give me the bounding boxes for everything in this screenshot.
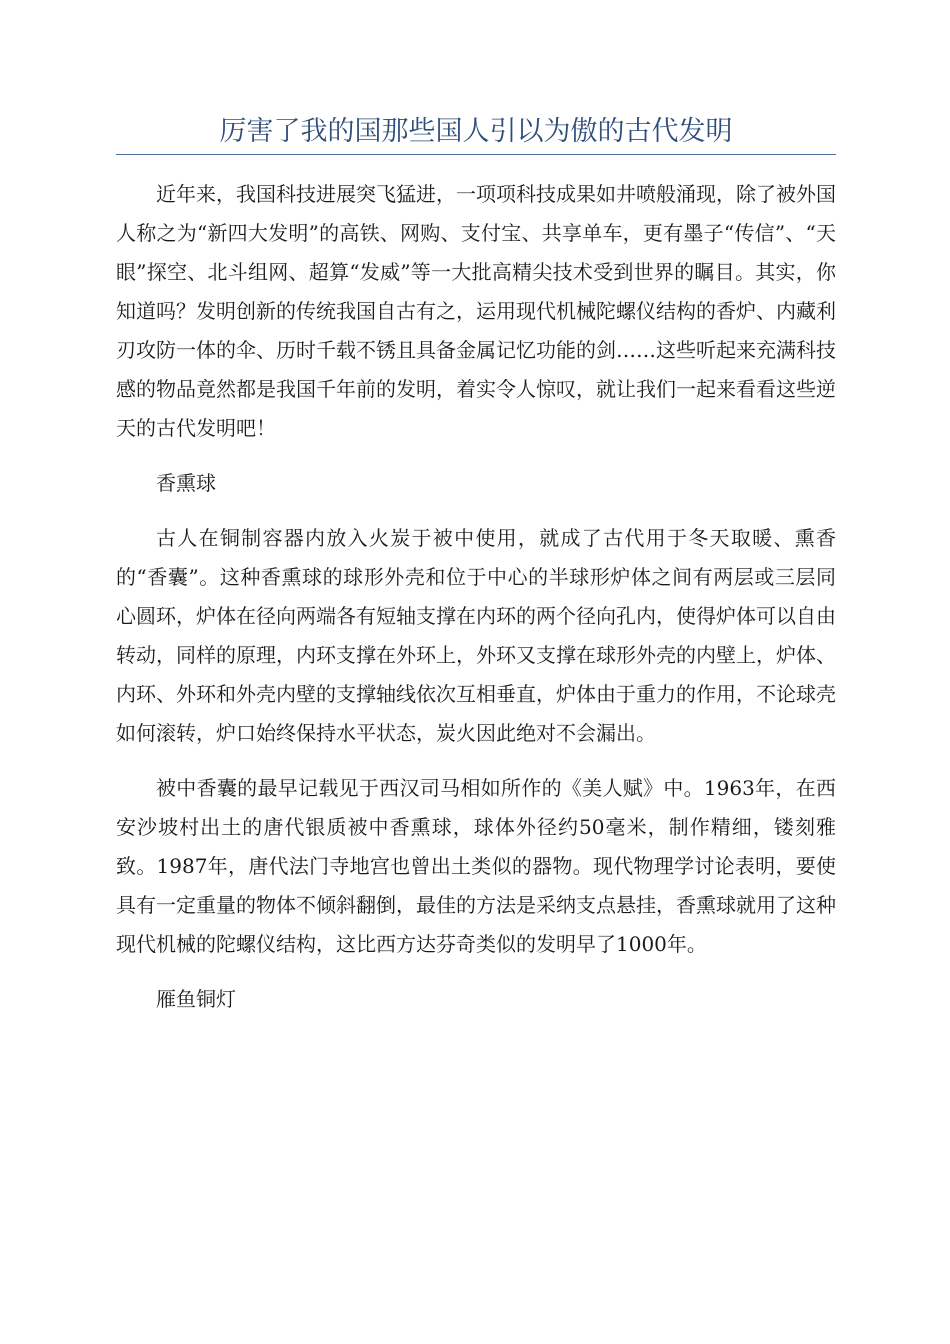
intro-paragraph: 近年来，我国科技进展突飞猛进，一项项科技成果如井喷般涌现，除了被外国人称之为“新四大发明”的高铁、网购、支付宝、共享单车，更有墨子“传信”、“天眼”探空、北斗组网、超算“发威”等一大批高精尖技术受到世界的瞩目。其实，你知道吗？发明创新的传统我国自古有之，运用现代机械陀螺仪结构的香炉、内藏利刃攻防一体的伞、历时千载不锈且具备金属记忆功能的剑……这些听起来充满科技感的物品竟然都是我国千年前的发明，着实令人惊叹，就让我们一起来看看这些逆天的古代发明吧！ bbox=[116, 182, 836, 440]
section-heading-goose-fish-lamp: 雁鱼铜灯 bbox=[156, 987, 236, 1011]
section-heading-incense-ball: 香熏球 bbox=[156, 471, 216, 495]
title-underline bbox=[116, 154, 836, 155]
document-title: 厉害了我的国那些国人引以为傲的古代发明 bbox=[219, 116, 733, 147]
incense-ball-paragraph-1: 古人在铜制容器内放入火炭于被中使用，就成了古代用于冬天取暖、熏香的“香囊”。这种香熏球的球形外壳和位于中心的半球形炉体之间有两层或三层同心圆环，炉体在径向两端各有短轴支撑在内环的两个径向孔内，使得炉体可以自由转动，同样的原理，内环支撑在外环上，外环又支撑在球形外壳的内壁上，炉体、内环、外环和外壳内壁的支撑轴线依次互相垂直，炉体由于重力的作用，不论球壳如何滚转，炉口始终保持水平状态，炭火因此绝对不会漏出。 bbox=[116, 526, 836, 745]
incense-ball-paragraph-2: 被中香囊的最早记载见于西汉司马相如所作的《美人赋》中。1963年，在西安沙坡村出土的唐代银质被中香熏球，球体外径约50毫米，制作精细，镂刻雅致。1987年，唐代法门寺地宫也曾出土类似的器物。现代物理学讨论表明，要使具有一定重量的物体不倾斜翻倒，最佳的方法是采纳支点悬挂，香熏球就用了这种现代机械的陀螺仪结构，这比西方达芬奇类似的发明早了1000年。 bbox=[116, 776, 836, 956]
document-page bbox=[116, 110, 836, 1035]
